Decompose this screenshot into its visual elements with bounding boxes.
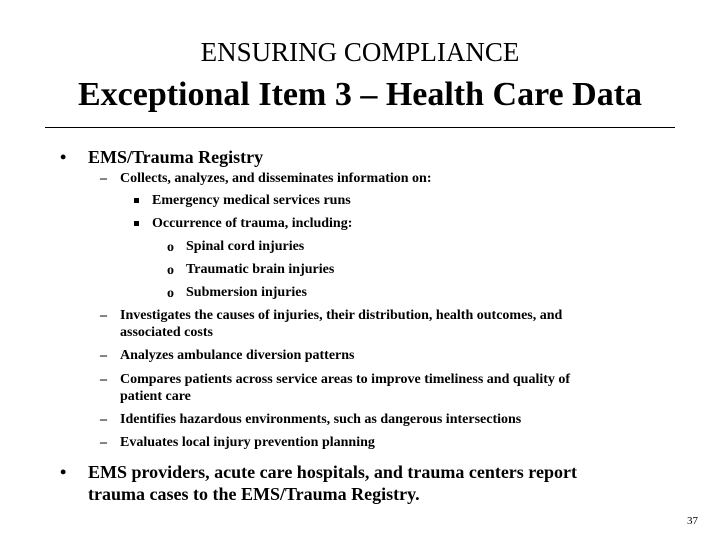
sub-item-compares-line1: Compares patients across service areas to improve timeliness and quality of (120, 372, 571, 387)
slide-supertitle: ENSURING COMPLIANCE (200, 37, 520, 67)
sub-sub-item-trauma: Occurrence of trauma, including: (152, 216, 353, 231)
title-divider (45, 127, 675, 128)
bullet-marker: • (60, 462, 67, 482)
bullet-2-line2: trauma cases to the EMS/Trauma Registry. (88, 484, 420, 504)
square-bullet-icon (134, 221, 139, 226)
dash-marker: – (100, 435, 107, 450)
injury-brain: Traumatic brain injuries (186, 262, 335, 277)
dash-marker: – (100, 372, 107, 387)
bullet-2-line1: EMS providers, acute care hospitals, and trauma centers report (88, 462, 577, 482)
dash-marker: – (100, 308, 107, 323)
sub-sub-item-ems-runs: Emergency medical services runs (152, 193, 351, 208)
injury-submersion: Submersion injuries (186, 285, 307, 300)
circle-marker: o (167, 286, 174, 301)
bullet-marker: • (60, 147, 67, 167)
sub-item-hazardous: Identifies hazardous environments, such as dangerous intersections (120, 412, 522, 427)
dash-marker: – (100, 348, 107, 363)
sub-item-investigates-line2: associated costs (120, 325, 213, 340)
sub-item-investigates-line1: Investigates the causes of injuries, their distribution, health outcomes, and (120, 308, 563, 323)
bullet-1-text: EMS/Trauma Registry (88, 147, 264, 167)
dash-marker: – (100, 171, 107, 186)
circle-marker: o (167, 263, 174, 278)
circle-marker: o (167, 240, 174, 255)
sub-item-compares-line2: patient care (120, 389, 191, 404)
sub-item-evaluates: Evaluates local injury prevention planning (120, 435, 375, 450)
slide-title: Exceptional Item 3 – Health Care Data (77, 76, 643, 113)
injury-spinal: Spinal cord injuries (186, 239, 305, 254)
sub-item-collects: Collects, analyzes, and disseminates information on: (120, 171, 432, 186)
sub-item-ambulance: Analyzes ambulance diversion patterns (120, 348, 355, 363)
page-number: 37 (687, 515, 698, 527)
square-bullet-icon (134, 198, 139, 203)
dash-marker: – (100, 412, 107, 427)
